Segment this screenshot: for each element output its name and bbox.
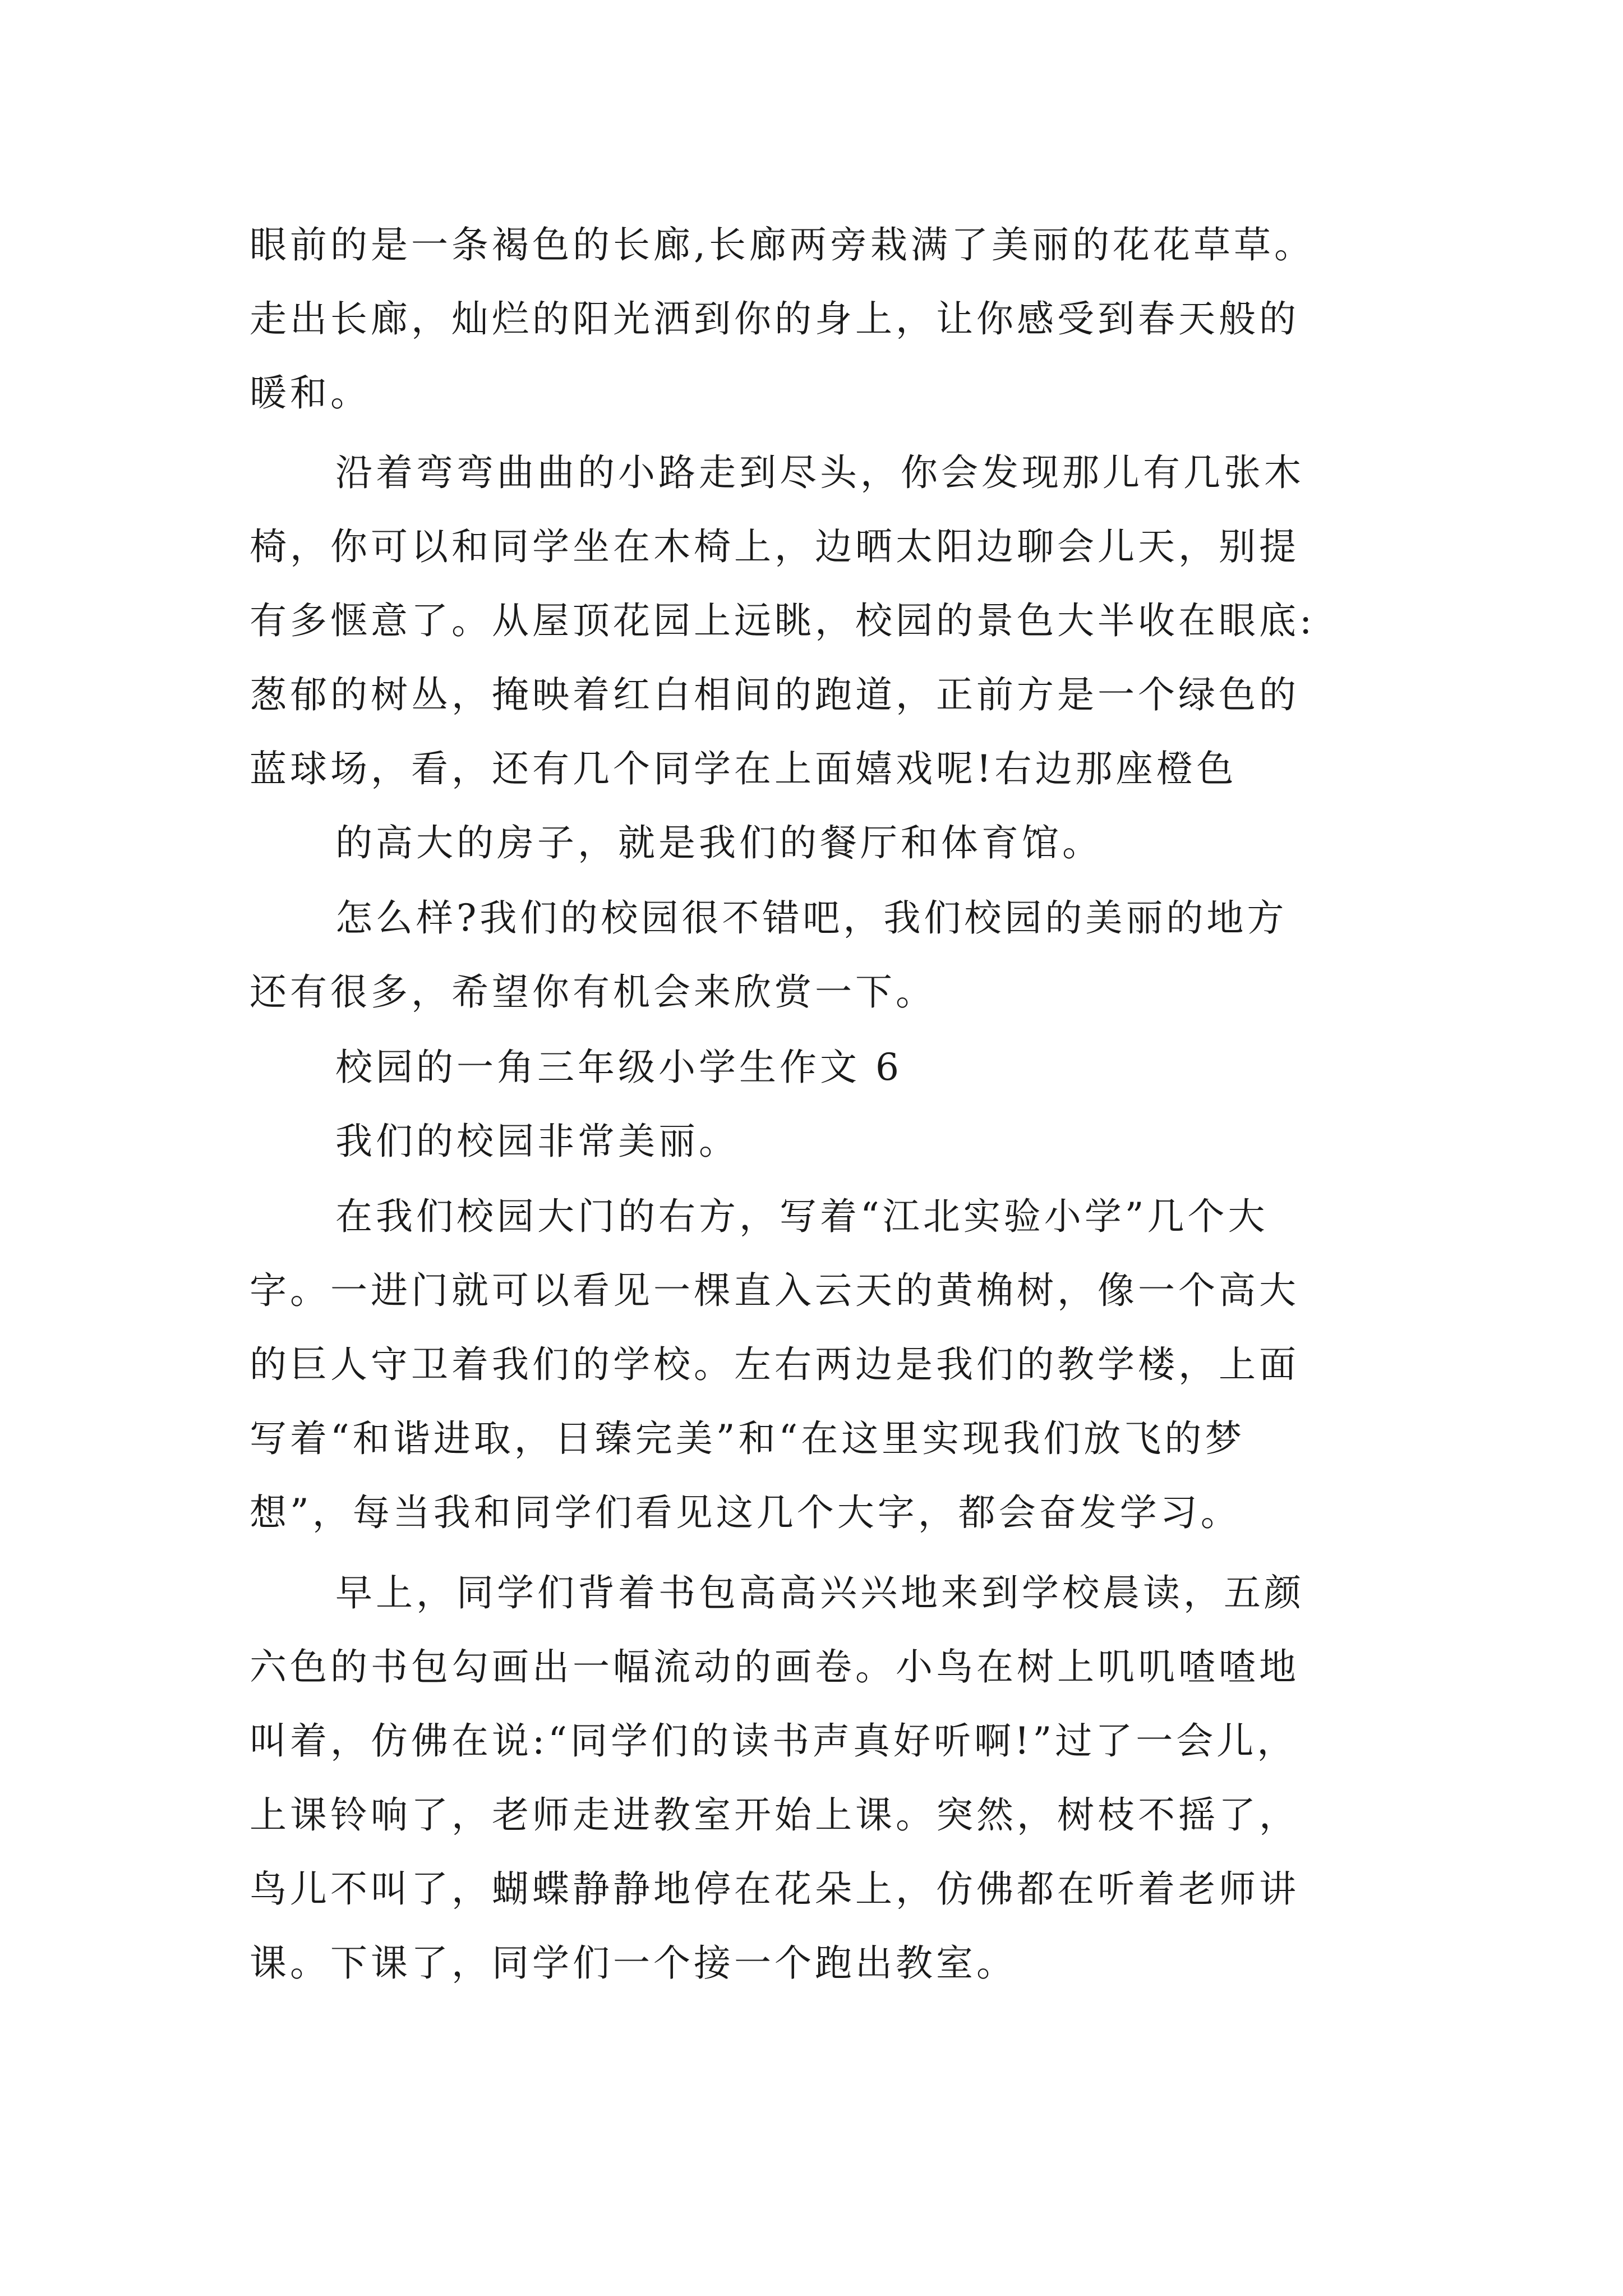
text-line: 的巨人守卫着我们的学校。左右两边是我们的教学楼，上面 xyxy=(250,1343,1299,1386)
paragraph-start-line: 在我们校园大门的右方，写着“江北实验小学”几个大 xyxy=(335,1195,1269,1238)
text-line: 有多惬意了。从屋顶花园上远眺，校园的景色大半收在眼底: xyxy=(250,599,1316,642)
text-line: 叫着，仿佛在说:“同学们的读书声真好听啊!”过了一会儿， xyxy=(250,1719,1298,1763)
paragraph-start-line: 我们的校园非常美丽。 xyxy=(335,1120,739,1163)
text-line: 眼前的是一条褐色的长廊,长廊两旁栽满了美丽的花花草草。 xyxy=(250,223,1315,266)
text-line: 六色的书包勾画出一幅流动的画卷。小鸟在树上叽叽喳喳地 xyxy=(250,1645,1299,1688)
section-heading: 校园的一角三年级小学生作文 6 xyxy=(335,1046,902,1089)
text-line: 葱郁的树丛，掩映着红白相间的跑道，正前方是一个绿色的 xyxy=(250,673,1299,716)
text-line: 写着“和谐进取，日臻完美”和“在这里实现我们放飞的梦 xyxy=(250,1417,1246,1460)
text-line: 暖和。 xyxy=(250,371,371,415)
text-line: 的高大的房子，就是我们的餐厅和体育馆。 xyxy=(335,821,1103,864)
text-line: 上课铃响了，老师走进教室开始上课。突然，树枝不摇了， xyxy=(250,1793,1299,1837)
text-line: 椅，你可以和同学坐在木椅上，边晒太阳边聊会儿天，别提 xyxy=(250,525,1299,568)
paragraph-start-line: 怎么样?我们的校园很不错吧，我们校园的美丽的地方 xyxy=(335,896,1288,940)
text-line: 走出长廊，灿烂的阳光洒到你的身上，让你感受到春天般的 xyxy=(250,297,1299,341)
text-line: 还有很多，希望你有机会来欣赏一下。 xyxy=(250,970,936,1014)
text-line: 鸟儿不叫了，蝴蝶静静地停在花朵上，仿佛都在听着老师讲 xyxy=(250,1867,1299,1911)
text-line: 字。一进门就可以看见一棵直入云天的黄桷树，像一个高大 xyxy=(250,1269,1299,1312)
paragraph-start-line: 早上，同学们背着书包高高兴兴地来到学校晨读，五颜 xyxy=(335,1571,1304,1614)
paragraph-start-line: 沿着弯弯曲曲的小路走到尽头，你会发现那儿有几张木 xyxy=(335,451,1304,494)
text-line: 蓝球场，看，还有几个同学在上面嬉戏呢!右边那座橙色 xyxy=(250,747,1237,790)
text-line: 课。下课了，同学们一个接一个跑出教室。 xyxy=(250,1941,1017,1985)
text-line: 想”，每当我和同学们看见这几个大字，都会奋发学习。 xyxy=(250,1491,1241,1534)
